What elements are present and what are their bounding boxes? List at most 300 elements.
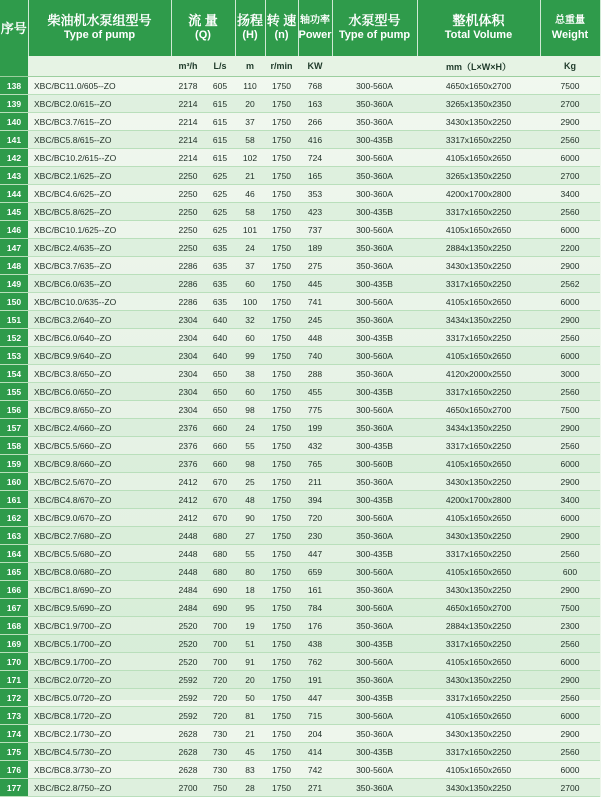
table-row bbox=[0, 473, 600, 491]
speed-cell: 1750 bbox=[265, 617, 298, 635]
pump-type-cell: 300-435B bbox=[332, 275, 417, 293]
volume-cell: 3430x1350x2250 bbox=[417, 527, 540, 545]
weight-cell: 2560 bbox=[540, 635, 600, 653]
model-cell: XBC/BC5.5/680--ZO bbox=[28, 545, 171, 563]
serial-cell: 144 bbox=[0, 185, 28, 203]
pump-type-cell: 300-560A bbox=[332, 563, 417, 581]
pump-type-cell: 350-360A bbox=[332, 779, 417, 797]
head-cell: 21 bbox=[235, 167, 265, 185]
flow-ls-cell: 635 bbox=[205, 275, 235, 293]
table-header-row bbox=[0, 0, 600, 56]
table-row bbox=[0, 599, 600, 617]
flow-ls-cell: 635 bbox=[205, 239, 235, 257]
volume-cell: 4200x1700x2800 bbox=[417, 491, 540, 509]
model-cell: XBC/BC4.6/625--ZO bbox=[28, 185, 171, 203]
serial-cell: 171 bbox=[0, 671, 28, 689]
flow-ls-cell: 605 bbox=[205, 77, 235, 95]
weight-cell: 2562 bbox=[540, 275, 600, 293]
flow-m3h-cell: 2304 bbox=[171, 347, 205, 365]
head-cell: 98 bbox=[235, 401, 265, 419]
power-cell: 432 bbox=[298, 437, 332, 455]
flow-ls-cell: 730 bbox=[205, 761, 235, 779]
table-row bbox=[0, 293, 600, 311]
weight-cell: 3400 bbox=[540, 185, 600, 203]
speed-cell: 1750 bbox=[265, 779, 298, 797]
volume-cell: 3317x1650x2250 bbox=[417, 131, 540, 149]
speed-cell: 1750 bbox=[265, 131, 298, 149]
unit-cell: m bbox=[235, 56, 265, 77]
pump-type-cell: 300-435B bbox=[332, 491, 417, 509]
flow-ls-cell: 670 bbox=[205, 473, 235, 491]
power-cell: 768 bbox=[298, 77, 332, 95]
power-cell: 724 bbox=[298, 149, 332, 167]
weight-cell: 2560 bbox=[540, 329, 600, 347]
flow-m3h-cell: 2592 bbox=[171, 707, 205, 725]
flow-m3h-cell: 2304 bbox=[171, 401, 205, 419]
volume-cell: 3430x1350x2250 bbox=[417, 473, 540, 491]
speed-cell: 1750 bbox=[265, 509, 298, 527]
volume-cell: 3317x1650x2250 bbox=[417, 689, 540, 707]
head-cell: 81 bbox=[235, 707, 265, 725]
flow-m3h-cell: 2304 bbox=[171, 383, 205, 401]
power-cell: 740 bbox=[298, 347, 332, 365]
serial-cell: 166 bbox=[0, 581, 28, 599]
pump-type-cell: 350-360A bbox=[332, 419, 417, 437]
units-row bbox=[0, 56, 600, 77]
serial-cell: 163 bbox=[0, 527, 28, 545]
speed-cell: 1750 bbox=[265, 689, 298, 707]
table-row bbox=[0, 527, 600, 545]
power-cell: 438 bbox=[298, 635, 332, 653]
model-cell: XBC/BC5.5/660--ZO bbox=[28, 437, 171, 455]
weight-cell: 6000 bbox=[540, 509, 600, 527]
flow-ls-cell: 700 bbox=[205, 653, 235, 671]
volume-cell: 4105x1650x2650 bbox=[417, 653, 540, 671]
serial-cell: 160 bbox=[0, 473, 28, 491]
serial-cell: 156 bbox=[0, 401, 28, 419]
head-cell: 45 bbox=[235, 743, 265, 761]
flow-ls-cell: 680 bbox=[205, 545, 235, 563]
flow-ls-cell: 730 bbox=[205, 743, 235, 761]
weight-cell: 6000 bbox=[540, 455, 600, 473]
serial-cell: 143 bbox=[0, 167, 28, 185]
head-cell: 95 bbox=[235, 599, 265, 617]
power-cell: 275 bbox=[298, 257, 332, 275]
speed-cell: 1750 bbox=[265, 653, 298, 671]
weight-cell: 2700 bbox=[540, 95, 600, 113]
serial-cell: 140 bbox=[0, 113, 28, 131]
model-cell: XBC/BC1.9/700--ZO bbox=[28, 617, 171, 635]
power-cell: 199 bbox=[298, 419, 332, 437]
serial-cell: 138 bbox=[0, 77, 28, 95]
weight-cell: 3400 bbox=[540, 491, 600, 509]
unit-cell bbox=[0, 56, 28, 77]
serial-cell: 141 bbox=[0, 131, 28, 149]
head-cell: 25 bbox=[235, 473, 265, 491]
table-row bbox=[0, 401, 600, 419]
pump-type-cell: 350-360A bbox=[332, 95, 417, 113]
model-cell: XBC/BC2.4/635--ZO bbox=[28, 239, 171, 257]
power-cell: 455 bbox=[298, 383, 332, 401]
flow-ls-cell: 650 bbox=[205, 365, 235, 383]
power-cell: 416 bbox=[298, 131, 332, 149]
model-cell: XBC/BC11.0/605--ZO bbox=[28, 77, 171, 95]
serial-cell: 173 bbox=[0, 707, 28, 725]
speed-cell: 1750 bbox=[265, 419, 298, 437]
model-cell: XBC/BC2.1/625--ZO bbox=[28, 167, 171, 185]
table-row bbox=[0, 671, 600, 689]
head-cell: 50 bbox=[235, 689, 265, 707]
flow-m3h-cell: 2520 bbox=[171, 653, 205, 671]
pump-type-cell: 300-560A bbox=[332, 347, 417, 365]
serial-cell: 176 bbox=[0, 761, 28, 779]
power-cell: 161 bbox=[298, 581, 332, 599]
power-cell: 230 bbox=[298, 527, 332, 545]
speed-cell: 1750 bbox=[265, 149, 298, 167]
pump-type-cell: 300-435B bbox=[332, 689, 417, 707]
head-cell: 20 bbox=[235, 95, 265, 113]
speed-cell: 1750 bbox=[265, 671, 298, 689]
power-cell: 394 bbox=[298, 491, 332, 509]
serial-cell: 152 bbox=[0, 329, 28, 347]
serial-cell: 162 bbox=[0, 509, 28, 527]
pump-type-cell: 300-435B bbox=[332, 329, 417, 347]
flow-m3h-cell: 2412 bbox=[171, 491, 205, 509]
flow-m3h-cell: 2448 bbox=[171, 527, 205, 545]
pump-type-cell: 300-560A bbox=[332, 599, 417, 617]
speed-cell: 1750 bbox=[265, 167, 298, 185]
model-cell: XBC/BC5.8/615--ZO bbox=[28, 131, 171, 149]
pump-type-cell: 300-560A bbox=[332, 509, 417, 527]
flow-ls-cell: 640 bbox=[205, 329, 235, 347]
speed-cell: 1750 bbox=[265, 455, 298, 473]
head-cell: 24 bbox=[235, 239, 265, 257]
flow-ls-cell: 680 bbox=[205, 527, 235, 545]
header-volume: 整机体积 Total Volume bbox=[417, 0, 540, 56]
volume-cell: 4105x1650x2650 bbox=[417, 293, 540, 311]
flow-m3h-cell: 2412 bbox=[171, 509, 205, 527]
weight-cell: 2900 bbox=[540, 671, 600, 689]
speed-cell: 1750 bbox=[265, 599, 298, 617]
table-row bbox=[0, 383, 600, 401]
volume-cell: 4200x1700x2800 bbox=[417, 185, 540, 203]
serial-cell: 172 bbox=[0, 689, 28, 707]
table-row bbox=[0, 311, 600, 329]
weight-cell: 7500 bbox=[540, 401, 600, 419]
speed-cell: 1750 bbox=[265, 545, 298, 563]
model-cell: XBC/BC9.0/670--ZO bbox=[28, 509, 171, 527]
volume-cell: 2884x1350x2250 bbox=[417, 617, 540, 635]
power-cell: 447 bbox=[298, 689, 332, 707]
table-row bbox=[0, 455, 600, 473]
flow-ls-cell: 660 bbox=[205, 437, 235, 455]
head-cell: 58 bbox=[235, 131, 265, 149]
model-cell: XBC/BC6.0/635--ZO bbox=[28, 275, 171, 293]
weight-cell: 2900 bbox=[540, 311, 600, 329]
unit-cell: KW bbox=[298, 56, 332, 77]
table-row bbox=[0, 329, 600, 347]
flow-m3h-cell: 2520 bbox=[171, 617, 205, 635]
serial-cell: 165 bbox=[0, 563, 28, 581]
serial-cell: 168 bbox=[0, 617, 28, 635]
power-cell: 737 bbox=[298, 221, 332, 239]
model-cell: XBC/BC3.7/635--ZO bbox=[28, 257, 171, 275]
model-cell: XBC/BC8.3/730--ZO bbox=[28, 761, 171, 779]
header-flow: 流 量 (Q) bbox=[171, 0, 235, 56]
weight-cell: 600 bbox=[540, 563, 600, 581]
flow-m3h-cell: 2250 bbox=[171, 221, 205, 239]
model-cell: XBC/BC9.8/660--ZO bbox=[28, 455, 171, 473]
weight-cell: 7500 bbox=[540, 77, 600, 95]
unit-cell bbox=[332, 56, 417, 77]
volume-cell: 3434x1350x2250 bbox=[417, 311, 540, 329]
pump-type-cell: 350-360A bbox=[332, 473, 417, 491]
serial-cell: 151 bbox=[0, 311, 28, 329]
table-row bbox=[0, 95, 600, 113]
serial-cell: 150 bbox=[0, 293, 28, 311]
speed-cell: 1750 bbox=[265, 707, 298, 725]
weight-cell: 2560 bbox=[540, 383, 600, 401]
power-cell: 448 bbox=[298, 329, 332, 347]
model-cell: XBC/BC1.8/690--ZO bbox=[28, 581, 171, 599]
flow-ls-cell: 690 bbox=[205, 599, 235, 617]
flow-m3h-cell: 2700 bbox=[171, 779, 205, 797]
table-row bbox=[0, 635, 600, 653]
head-cell: 58 bbox=[235, 203, 265, 221]
volume-cell: 3430x1350x2250 bbox=[417, 257, 540, 275]
flow-ls-cell: 615 bbox=[205, 113, 235, 131]
pump-type-cell: 350-360A bbox=[332, 617, 417, 635]
flow-m3h-cell: 2250 bbox=[171, 203, 205, 221]
power-cell: 189 bbox=[298, 239, 332, 257]
serial-cell: 146 bbox=[0, 221, 28, 239]
flow-ls-cell: 720 bbox=[205, 671, 235, 689]
weight-cell: 2900 bbox=[540, 581, 600, 599]
head-cell: 38 bbox=[235, 365, 265, 383]
power-cell: 204 bbox=[298, 725, 332, 743]
speed-cell: 1750 bbox=[265, 635, 298, 653]
pump-type-cell: 350-360A bbox=[332, 311, 417, 329]
serial-cell: 167 bbox=[0, 599, 28, 617]
volume-cell: 3317x1650x2250 bbox=[417, 329, 540, 347]
speed-cell: 1750 bbox=[265, 275, 298, 293]
unit-cell: m³/h bbox=[171, 56, 205, 77]
power-cell: 720 bbox=[298, 509, 332, 527]
head-cell: 90 bbox=[235, 509, 265, 527]
serial-cell: 153 bbox=[0, 347, 28, 365]
speed-cell: 1750 bbox=[265, 563, 298, 581]
flow-ls-cell: 635 bbox=[205, 293, 235, 311]
serial-cell: 159 bbox=[0, 455, 28, 473]
flow-m3h-cell: 2448 bbox=[171, 545, 205, 563]
head-cell: 48 bbox=[235, 491, 265, 509]
weight-cell: 6000 bbox=[540, 707, 600, 725]
volume-cell: 4650x1650x2700 bbox=[417, 401, 540, 419]
speed-cell: 1750 bbox=[265, 743, 298, 761]
pump-type-cell: 350-360A bbox=[332, 257, 417, 275]
weight-cell: 2200 bbox=[540, 239, 600, 257]
flow-m3h-cell: 2520 bbox=[171, 635, 205, 653]
weight-cell: 2900 bbox=[540, 113, 600, 131]
model-cell: XBC/BC4.5/730--ZO bbox=[28, 743, 171, 761]
pump-type-cell: 350-360A bbox=[332, 113, 417, 131]
speed-cell: 1750 bbox=[265, 473, 298, 491]
pump-type-cell: 300-435B bbox=[332, 131, 417, 149]
serial-cell: 164 bbox=[0, 545, 28, 563]
speed-cell: 1750 bbox=[265, 95, 298, 113]
model-cell: XBC/BC2.7/680--ZO bbox=[28, 527, 171, 545]
model-cell: XBC/BC3.8/650--ZO bbox=[28, 365, 171, 383]
pump-type-cell: 300-435B bbox=[332, 545, 417, 563]
flow-m3h-cell: 2376 bbox=[171, 455, 205, 473]
head-cell: 20 bbox=[235, 671, 265, 689]
head-cell: 24 bbox=[235, 419, 265, 437]
speed-cell: 1750 bbox=[265, 203, 298, 221]
volume-cell: 4105x1650x2650 bbox=[417, 707, 540, 725]
weight-cell: 2900 bbox=[540, 257, 600, 275]
model-cell: XBC/BC9.5/690--ZO bbox=[28, 599, 171, 617]
model-cell: XBC/BC6.0/640--ZO bbox=[28, 329, 171, 347]
serial-cell: 170 bbox=[0, 653, 28, 671]
speed-cell: 1750 bbox=[265, 383, 298, 401]
weight-cell: 2300 bbox=[540, 617, 600, 635]
model-cell: XBC/BC10.2/615--ZO bbox=[28, 149, 171, 167]
head-cell: 99 bbox=[235, 347, 265, 365]
flow-ls-cell: 635 bbox=[205, 257, 235, 275]
serial-cell: 149 bbox=[0, 275, 28, 293]
unit-cell: r/min bbox=[265, 56, 298, 77]
power-cell: 165 bbox=[298, 167, 332, 185]
pump-type-cell: 300-360A bbox=[332, 185, 417, 203]
speed-cell: 1750 bbox=[265, 77, 298, 95]
table-row bbox=[0, 761, 600, 779]
power-cell: 741 bbox=[298, 293, 332, 311]
volume-cell: 4105x1650x2650 bbox=[417, 455, 540, 473]
pump-type-cell: 300-560A bbox=[332, 653, 417, 671]
pump-type-cell: 300-560B bbox=[332, 455, 417, 473]
serial-cell: 148 bbox=[0, 257, 28, 275]
speed-cell: 1750 bbox=[265, 239, 298, 257]
volume-cell: 3317x1650x2250 bbox=[417, 545, 540, 563]
head-cell: 83 bbox=[235, 761, 265, 779]
flow-m3h-cell: 2214 bbox=[171, 131, 205, 149]
model-cell: XBC/BC9.1/700--ZO bbox=[28, 653, 171, 671]
flow-m3h-cell: 2412 bbox=[171, 473, 205, 491]
weight-cell: 2560 bbox=[540, 743, 600, 761]
head-cell: 55 bbox=[235, 545, 265, 563]
model-cell: XBC/BC10.0/635--ZO bbox=[28, 293, 171, 311]
flow-m3h-cell: 2286 bbox=[171, 275, 205, 293]
volume-cell: 3430x1350x2250 bbox=[417, 725, 540, 743]
weight-cell: 6000 bbox=[540, 293, 600, 311]
table-row bbox=[0, 491, 600, 509]
serial-cell: 175 bbox=[0, 743, 28, 761]
volume-cell: 4105x1650x2650 bbox=[417, 761, 540, 779]
model-cell: XBC/BC9.9/640--ZO bbox=[28, 347, 171, 365]
power-cell: 775 bbox=[298, 401, 332, 419]
flow-m3h-cell: 2628 bbox=[171, 725, 205, 743]
flow-ls-cell: 640 bbox=[205, 347, 235, 365]
weight-cell: 2560 bbox=[540, 545, 600, 563]
volume-cell: 3317x1650x2250 bbox=[417, 437, 540, 455]
flow-m3h-cell: 2448 bbox=[171, 563, 205, 581]
power-cell: 266 bbox=[298, 113, 332, 131]
header-model: 柴油机水泵组型号 Type of pump bbox=[28, 0, 171, 56]
table-body bbox=[0, 77, 600, 797]
speed-cell: 1750 bbox=[265, 347, 298, 365]
model-cell: XBC/BC10.1/625--ZO bbox=[28, 221, 171, 239]
flow-ls-cell: 660 bbox=[205, 455, 235, 473]
flow-m3h-cell: 2304 bbox=[171, 329, 205, 347]
flow-m3h-cell: 2484 bbox=[171, 599, 205, 617]
volume-cell: 4105x1650x2650 bbox=[417, 149, 540, 167]
serial-cell: 154 bbox=[0, 365, 28, 383]
flow-m3h-cell: 2376 bbox=[171, 437, 205, 455]
table-row bbox=[0, 779, 600, 797]
flow-m3h-cell: 2592 bbox=[171, 671, 205, 689]
pump-type-cell: 350-360A bbox=[332, 527, 417, 545]
flow-m3h-cell: 2628 bbox=[171, 761, 205, 779]
power-cell: 163 bbox=[298, 95, 332, 113]
head-cell: 46 bbox=[235, 185, 265, 203]
power-cell: 784 bbox=[298, 599, 332, 617]
table-row bbox=[0, 275, 600, 293]
flow-ls-cell: 650 bbox=[205, 383, 235, 401]
power-cell: 414 bbox=[298, 743, 332, 761]
pump-type-cell: 350-360A bbox=[332, 671, 417, 689]
pump-type-cell: 350-360A bbox=[332, 581, 417, 599]
head-cell: 19 bbox=[235, 617, 265, 635]
serial-cell: 139 bbox=[0, 95, 28, 113]
head-cell: 18 bbox=[235, 581, 265, 599]
model-cell: XBC/BC2.1/730--ZO bbox=[28, 725, 171, 743]
pump-type-cell: 350-360A bbox=[332, 365, 417, 383]
speed-cell: 1750 bbox=[265, 293, 298, 311]
serial-cell: 174 bbox=[0, 725, 28, 743]
pump-type-cell: 350-360A bbox=[332, 167, 417, 185]
volume-cell: 3430x1350x2250 bbox=[417, 779, 540, 797]
weight-cell: 2560 bbox=[540, 689, 600, 707]
volume-cell: 4105x1650x2650 bbox=[417, 563, 540, 581]
table-row bbox=[0, 707, 600, 725]
header-weight: 总重量 Weight bbox=[540, 0, 600, 56]
volume-cell: 3317x1650x2250 bbox=[417, 383, 540, 401]
flow-ls-cell: 615 bbox=[205, 149, 235, 167]
pump-type-cell: 300-560A bbox=[332, 221, 417, 239]
flow-ls-cell: 660 bbox=[205, 419, 235, 437]
head-cell: 21 bbox=[235, 725, 265, 743]
model-cell: XBC/BC2.5/670--ZO bbox=[28, 473, 171, 491]
volume-cell: 3430x1350x2250 bbox=[417, 671, 540, 689]
speed-cell: 1750 bbox=[265, 491, 298, 509]
head-cell: 80 bbox=[235, 563, 265, 581]
flow-m3h-cell: 2250 bbox=[171, 185, 205, 203]
weight-cell: 6000 bbox=[540, 347, 600, 365]
table-row bbox=[0, 365, 600, 383]
pump-type-cell: 350-360A bbox=[332, 725, 417, 743]
power-cell: 271 bbox=[298, 779, 332, 797]
flow-m3h-cell: 2286 bbox=[171, 257, 205, 275]
weight-cell: 6000 bbox=[540, 653, 600, 671]
flow-m3h-cell: 2286 bbox=[171, 293, 205, 311]
power-cell: 715 bbox=[298, 707, 332, 725]
table-row bbox=[0, 689, 600, 707]
head-cell: 55 bbox=[235, 437, 265, 455]
flow-m3h-cell: 2250 bbox=[171, 167, 205, 185]
weight-cell: 2900 bbox=[540, 419, 600, 437]
flow-m3h-cell: 2250 bbox=[171, 239, 205, 257]
speed-cell: 1750 bbox=[265, 113, 298, 131]
